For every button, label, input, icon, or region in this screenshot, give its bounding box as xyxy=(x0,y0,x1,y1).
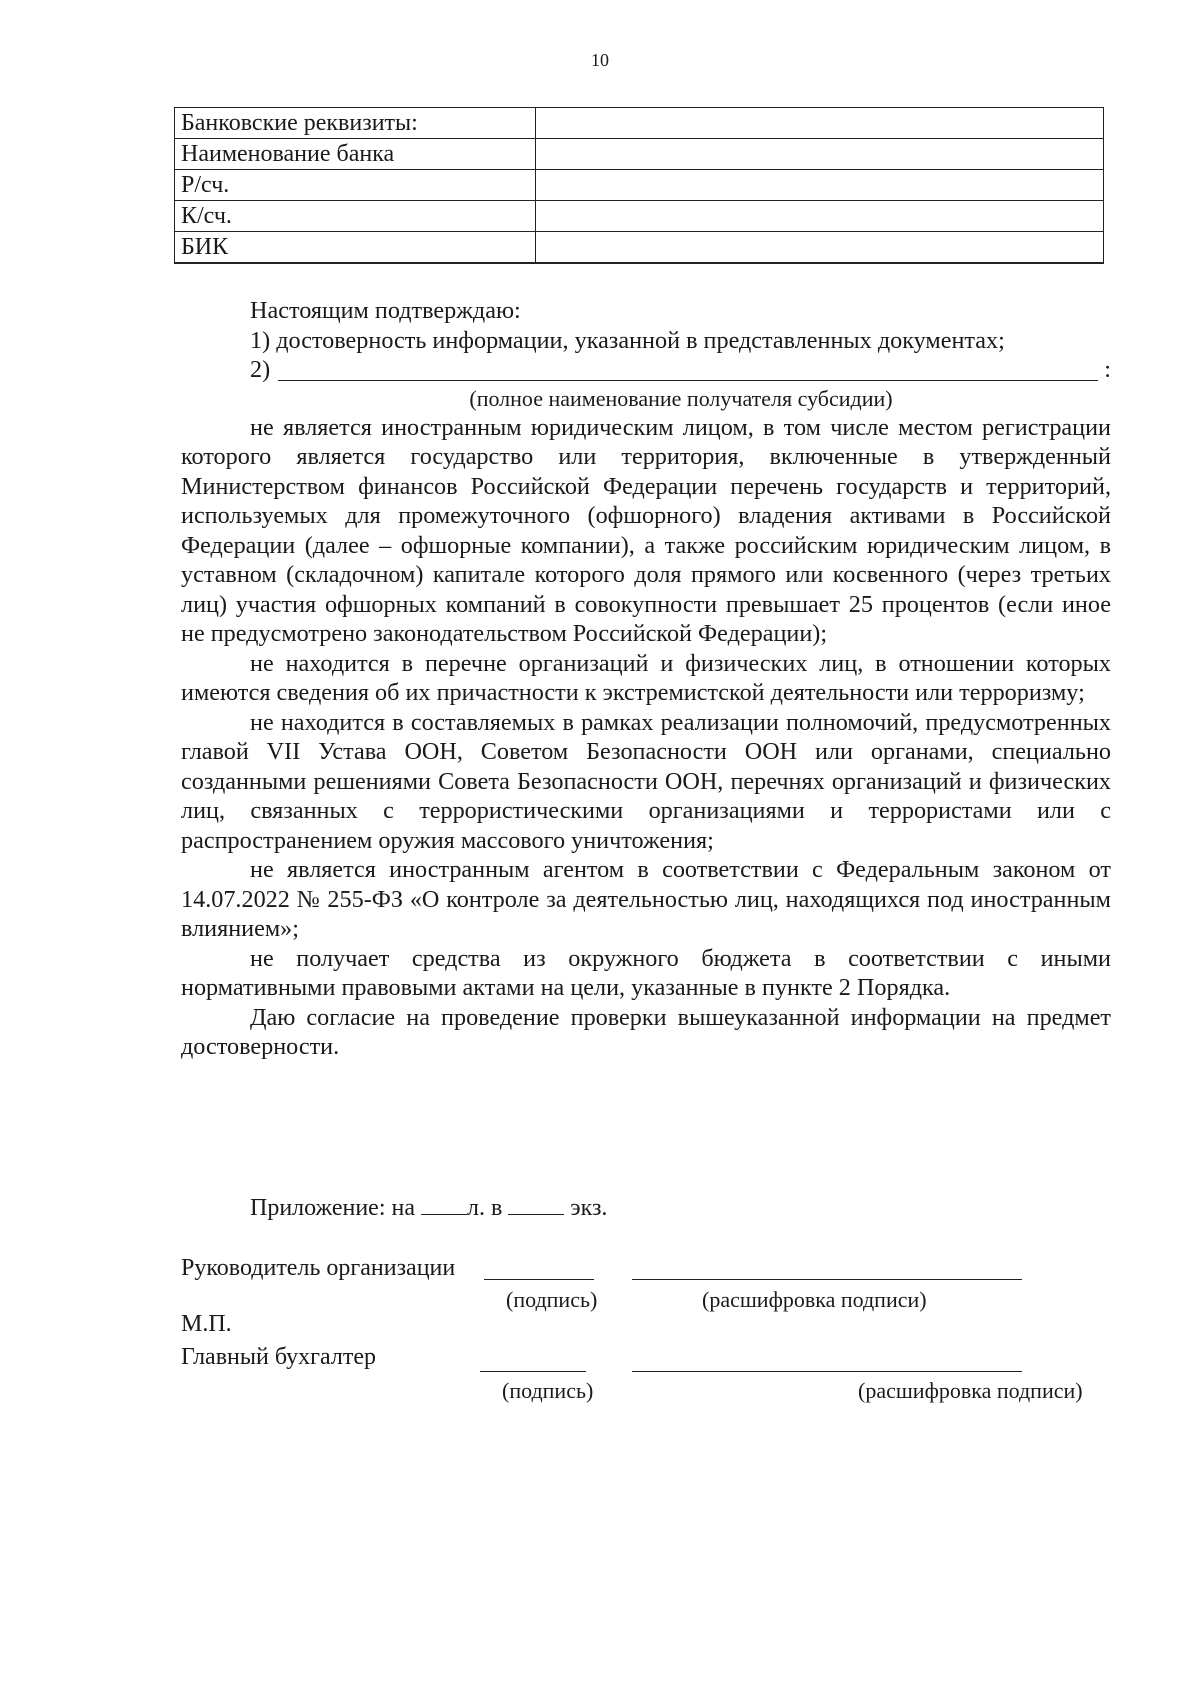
table-cell-value xyxy=(536,170,1104,201)
paragraph: не находится в составляемых в рамках реализации полномочий, предусмотренных главой VII Устава ООН, Советом Безопасности ООН или органами, специально созданными решениями Совета Безопасности ООН, перечнях организаций и физических лиц, связанных с террористическими организациями и террористами или с распространением оружия массового уничтожения; xyxy=(181,708,1111,854)
paragraph: не является иностранным агентом в соответствии с Федеральным законом от 14.07.2022 № 255-ФЗ «О контроле за деятельностью лиц, находящихся под иностранным влиянием»; xyxy=(181,856,1111,942)
table-row xyxy=(175,232,1104,264)
recipient-name-caption: (полное наименование получателя субсидии) xyxy=(469,385,893,411)
recipient-name-blank xyxy=(278,356,1098,381)
sheets-blank xyxy=(421,1194,467,1215)
confirm-item-2-number: 2) xyxy=(250,356,271,383)
table-cell-label: Р/сч. xyxy=(175,170,536,201)
head-decode-caption: (расшифровка подписи) xyxy=(702,1287,927,1312)
head-signature-line xyxy=(484,1279,594,1280)
table-cell-value xyxy=(536,232,1104,264)
confirm-item-2 xyxy=(181,355,1111,385)
confirm-item-1: 1) достоверность информации, указанной в представленных документах; xyxy=(250,326,1005,354)
attachment-line xyxy=(250,1194,607,1222)
accountant-signature-line xyxy=(480,1371,586,1372)
consent-paragraph: Даю согласие на проведение проверки вышеуказанной информации на предмет достоверности. xyxy=(181,1003,1111,1060)
table-cell-value xyxy=(536,108,1104,139)
table-cell-label: Банковские реквизиты: xyxy=(175,108,536,139)
head-signature-label: Руководитель организации xyxy=(181,1255,456,1281)
copies-blank xyxy=(508,1194,564,1215)
attachment-suffix: экз. xyxy=(570,1195,608,1221)
confirm-intro: Настоящим подтверждаю: xyxy=(250,297,521,324)
document-body xyxy=(181,296,1111,1062)
accountant-signature-caption: (подпись) xyxy=(502,1378,594,1403)
attachment-prefix: Приложение: на xyxy=(250,1195,415,1221)
head-decode-line xyxy=(632,1279,1022,1280)
page-number: 10 xyxy=(591,50,609,70)
bank-details-table xyxy=(174,107,1104,264)
accountant-decode-line xyxy=(632,1371,1022,1372)
table-cell-label: БИК xyxy=(175,232,536,264)
attachment-middle: л. в xyxy=(466,1195,503,1221)
paragraph: не находится в перечне организаций и физических лиц, в отношении которых имеются сведения об их причастности к экстремистской деятельности или терроризму; xyxy=(181,649,1111,706)
table-row xyxy=(175,201,1104,232)
table-row xyxy=(175,170,1104,201)
confirm-item-2-colon: : xyxy=(1104,356,1111,383)
table-row xyxy=(175,139,1104,170)
head-signature-caption: (подпись) xyxy=(506,1287,598,1312)
paragraph: не является иностранным юридическим лицом, в том числе местом регистрации которого является государство или территория, включенные в утвержденный Министерством финансов Российской Федерации перечень государств и территорий, используемых для промежуточного (офшорного) владения активами в Российской Федерации (далее – офшорные компании), а также российским юридическим лицом, в уставном (складочном) капитале которого доля прямого или косвенного (через третьих лиц) участия офшорных компаний в совокупности превышает 25 процентов (если иное не предусмотрено законодательством Российской Федерации); xyxy=(181,413,1111,647)
paragraph: не получает средства из окружного бюджета в соответствии с иными нормативными правовыми актами на цели, указанные в пункте 2 Порядка. xyxy=(181,944,1111,1001)
stamp-mark: М.П. xyxy=(181,1311,232,1337)
table-cell-label: Наименование банка xyxy=(175,139,536,170)
table-cell-label: К/сч. xyxy=(175,201,536,232)
accountant-decode-caption: (расшифровка подписи) xyxy=(858,1378,1083,1403)
table-cell-value xyxy=(536,139,1104,170)
table-row xyxy=(175,108,1104,139)
table-cell-value xyxy=(536,201,1104,232)
accountant-signature-label: Главный бухгалтер xyxy=(181,1344,376,1370)
